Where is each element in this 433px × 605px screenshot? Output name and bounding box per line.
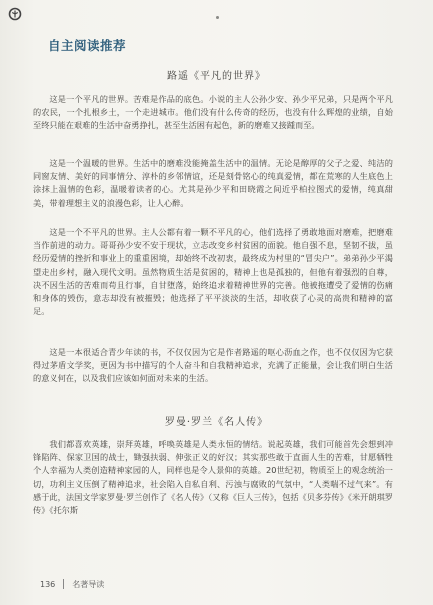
book1-paragraph-4: 这是一本很适合青少年读的书，不仅仅因为它是作者路遥的呕心沥血之作，也不仅仅因为它获得过茅盾文学奖，更因为书中描写的个人奋斗和自我精神追求，充满了正能量，会让我们明白生活的意义何在，以及我们应该如何面对未来的生活。: [33, 347, 393, 384]
footer-divider: [63, 579, 64, 589]
book1-paragraph-1: 这是一个平凡的世界。苦难是作品的底色。小说的主人公孙少安、孙少平兄弟，只是两个平凡的农民，一个扎根乡土，一个走进城市。他们没有什么传奇的经历，也没有什么辉煌的业绩，自始至终只能在艰难的生活中奋勇挣扎，甚至生活困有起色，新的磨难又接踵而至。: [33, 94, 393, 131]
footer-book-name: 名著导读: [72, 579, 105, 589]
page-number: 136: [40, 579, 56, 589]
book1-subtitle: 路遥《平凡的世界》: [167, 71, 266, 82]
page-footer: [40, 577, 104, 591]
book-icon: [8, 7, 22, 21]
page-mark: [216, 16, 219, 19]
book2-paragraph-1: 我们都喜欢英雄，崇拜英雄，呼唤英雄是人类永恒的情结。说起英雄，我们可能首先会想到冲锋陷阵、保家卫国的战士，锄强扶弱、伸张正义的好汉；其实那些敢于直面人生的苦难，甘愿牺牲个人幸福为人类创造精神家园的人，同样也是令人景仰的英雄。20世纪初，物质至上的观念统治一切，功利主义压倒了精神追求，社会陷入自私自利、污浊与腐败的气氛中，“人类喘不过气来”。有感于此，法国文学家罗曼·罗兰创作了《名人传》（又称《巨人三传》，包括《贝多芬传》《米开朗琪罗传》《托尔斯: [33, 439, 393, 516]
section-title: 自主阅读推荐: [48, 38, 127, 53]
book1-paragraph-2: 这是一个温暖的世界。生活中的磨难没能掩盖生活中的温情。无论是醇厚的父子之爱、纯洁的同窗友情、美好的同事情分、淳朴的乡邻情谊，还是刻骨铭心的纯真爱情，都在荒寒的人生底色上涂抹上温情的色彩，温暖着读者的心。尤其是孙少平和田晓霞之间近乎柏拉图式的爱情，纯真甜美，带着理想主义的浪漫色彩，让人心醉。: [33, 158, 393, 208]
book1-paragraph-3: 这是一个不平凡的世界。主人公都有着一颗不平凡的心，他们选择了勇敢地面对磨难，把磨难当作前进的动力。哥哥孙少安不安于现状，立志改变乡村贫困的面貌。他自强不息，坚韧不拔，虽经历爱情的挫折和事业上的重重困境，却始终不改初衷，最终成为村里的“冒尖户”。弟弟孙少平渴望走出乡村，融入现代文明。虽然物质生活是贫困的，精神上也是孤独的，但他有着强烈的自尊，决不因生活的苦难而苟且行事，自甘堕落，始终追求着精神世界的完善。他被拖遭受了爱情的伤痛和身体的毁伤，意志却没有被摧毁；他选择了平平淡淡的生活，却收获了心灵的高贵和精神的富足。: [33, 227, 393, 317]
book2-subtitle: 罗曼·罗兰《名人传》: [164, 417, 269, 428]
